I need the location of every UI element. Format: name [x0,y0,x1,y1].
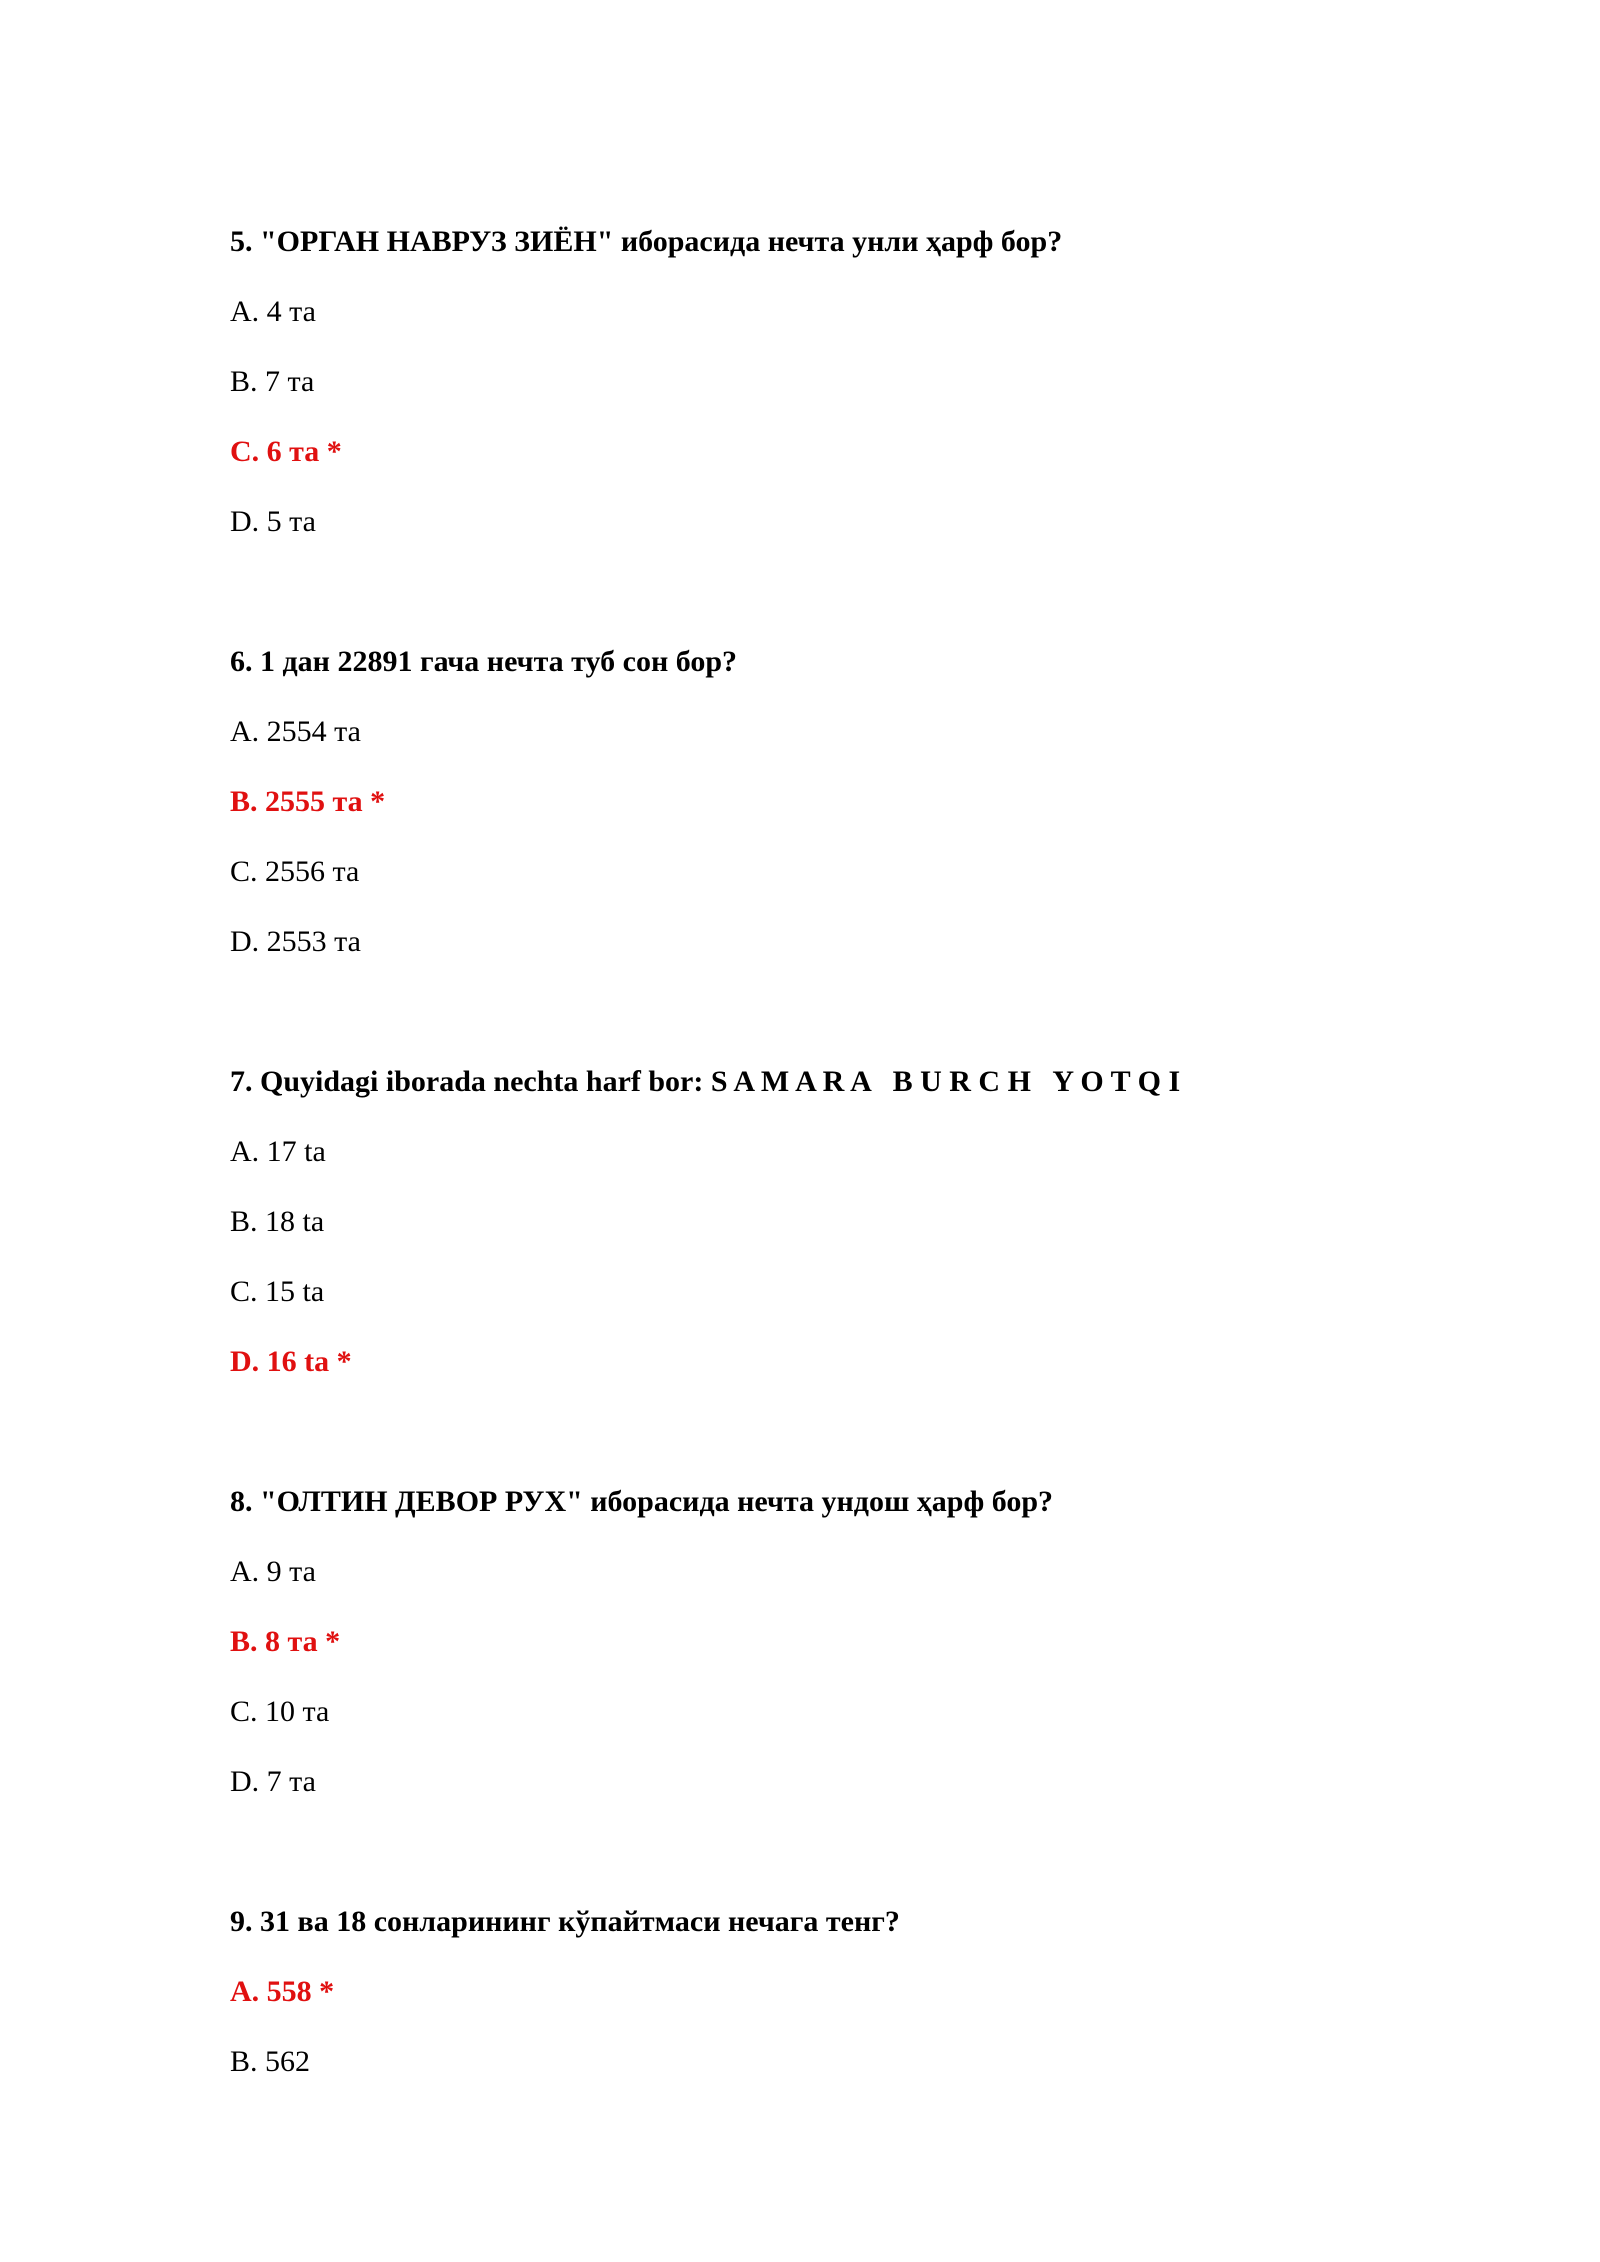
question-5-option-b: B. 7 та [230,365,315,398]
question-8-option-b-correct: B. 8 та * [230,1625,341,1658]
question-9-option-b: B. 562 [230,2045,311,2078]
question-8-option-d: D. 7 та [230,1765,316,1798]
question-8-text: 8. "ОЛТИН ДЕВОР РУХ" иборасида нечта ундош ҳарф бор? [230,1485,1054,1518]
question-9-option-a-correct: A. 558 * [230,1975,335,2008]
question-5-text: 5. "ОРГАН НАВРУЗ ЗИЁН" иборасида нечта унли ҳарф бор? [230,225,1063,258]
question-7-option-c: C. 15 ta [230,1275,325,1308]
question-6-option-d: D. 2553 та [230,925,361,958]
question-7-option-a: A. 17 ta [230,1135,326,1168]
question-5-option-d: D. 5 та [230,505,316,538]
question-7-option-d-correct: D. 16 ta * [230,1345,352,1378]
question-7-option-b: B. 18 ta [230,1205,325,1238]
question-9-text: 9. 31 ва 18 сонларининг кўпайтмаси нечага тенг? [230,1905,900,1938]
question-8-option-a: A. 9 та [230,1555,316,1588]
question-8-option-c: C. 10 та [230,1695,330,1728]
question-6-text: 6. 1 дан 22891 гача нечта туб сон бор? [230,645,738,678]
question-5-option-a: A. 4 та [230,295,316,328]
question-7-text: 7. Quyidagi iborada nechta harf bor: S A M A R A B U R C H Y O T Q I [230,1065,1181,1098]
question-5-option-c-correct: C. 6 та * [230,435,342,468]
question-6-option-b-correct: B. 2555 та * [230,785,386,818]
question-6-option-c: C. 2556 та [230,855,360,888]
question-6-option-a: A. 2554 та [230,715,361,748]
